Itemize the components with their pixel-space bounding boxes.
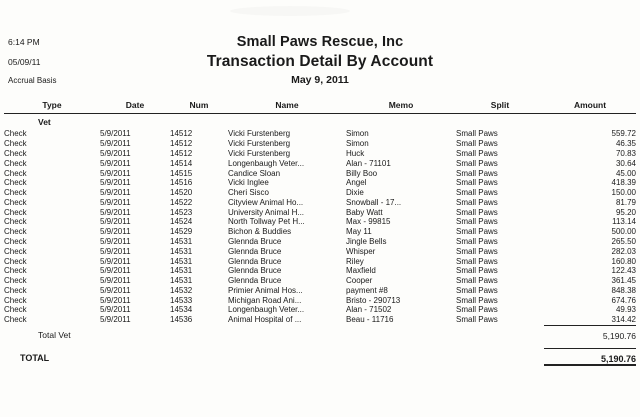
cell-date: 5/9/2011 [100, 158, 131, 168]
table-row[interactable] [4, 188, 636, 198]
cell-split: Small Paws [456, 285, 498, 295]
cell-memo: Baby Watt [346, 207, 383, 217]
transaction-table [4, 100, 636, 366]
cell-type: Check [4, 178, 27, 188]
table-row[interactable] [4, 237, 636, 247]
scan-artifact [230, 6, 350, 16]
cell-split: Small Paws [456, 256, 498, 266]
cell-memo: payment #8 [346, 285, 388, 295]
table-row[interactable] [4, 197, 636, 207]
cell-name: Glennda Bruce [228, 256, 282, 266]
cell-num: 14512 [170, 139, 193, 149]
cell-name: Vicki Furstenberg [228, 139, 291, 149]
cell-num: 14532 [170, 285, 193, 295]
cell-date: 5/9/2011 [100, 129, 131, 139]
table-row[interactable] [4, 256, 636, 266]
footer-spacer [4, 341, 636, 348]
cell-type: Check [4, 256, 27, 266]
cell-type: Check [4, 227, 27, 237]
cell-name: Primier Animal Hos... [228, 285, 303, 295]
cell-amount: 150.00 [611, 188, 636, 198]
cell-amount: 30.64 [615, 158, 636, 168]
accounting-basis: Accrual Basis [8, 76, 57, 85]
column-header-split: Split [456, 100, 544, 114]
cell-memo: Alan - 71101 [346, 158, 391, 168]
cell-name: Animal Hospital of ... [228, 315, 302, 325]
cell-date: 5/9/2011 [100, 217, 131, 227]
cell-memo: Whisper [346, 246, 376, 256]
account-group-label: Vet [38, 117, 51, 127]
cell-date: 5/9/2011 [100, 227, 131, 237]
total-vet-amount: 5,190.76 [544, 325, 636, 341]
cell-memo: Max - 99815 [346, 217, 391, 227]
table-row[interactable] [4, 276, 636, 286]
cell-date: 5/9/2011 [100, 197, 131, 207]
cell-type: Check [4, 197, 27, 207]
cell-date: 5/9/2011 [100, 139, 131, 149]
cell-num: 14534 [170, 305, 193, 315]
cell-name: Glennda Bruce [228, 276, 282, 286]
cell-split: Small Paws [456, 188, 498, 198]
column-header-amount: Amount [544, 100, 636, 114]
cell-date: 5/9/2011 [100, 168, 131, 178]
cell-amount: 95.20 [615, 207, 636, 217]
cell-date: 5/9/2011 [100, 148, 131, 158]
cell-num: 14520 [170, 188, 193, 198]
cell-amount: 848.38 [611, 285, 636, 295]
cell-memo: Simon [346, 139, 369, 149]
grand-total-label: TOTAL [20, 353, 50, 364]
cell-name: Cheri Sisco [228, 188, 269, 198]
cell-amount: 81.79 [615, 197, 636, 207]
cell-type: Check [4, 168, 27, 178]
table-header-row [4, 100, 636, 114]
cell-name: Longenbaugh Veter... [228, 158, 305, 168]
column-header-date: Date [100, 100, 170, 114]
cell-name: Longenbaugh Veter... [228, 305, 305, 315]
table-row[interactable] [4, 315, 636, 325]
cell-type: Check [4, 188, 27, 198]
cell-type: Check [4, 295, 27, 305]
cell-amount: 46.35 [615, 139, 636, 149]
column-header-num: Num [170, 100, 228, 114]
table-row[interactable] [4, 178, 636, 188]
table-row[interactable] [4, 246, 636, 256]
cell-memo: Alan - 71502 [346, 305, 392, 315]
cell-name: Michigan Road Ani... [228, 295, 302, 305]
grand-total-amount: 5,190.76 [544, 348, 636, 365]
grand-total-row [4, 348, 636, 365]
cell-num: 14531 [170, 246, 193, 256]
cell-date: 5/9/2011 [100, 315, 131, 325]
table-row[interactable] [4, 286, 636, 296]
cell-memo: Angel [346, 178, 367, 188]
cell-amount: 282.03 [611, 246, 636, 256]
cell-num: 14516 [170, 178, 193, 188]
cell-amount: 70.83 [615, 148, 636, 158]
cell-date: 5/9/2011 [100, 285, 131, 295]
table-row[interactable] [4, 129, 636, 139]
cell-name: Glennda Bruce [228, 246, 282, 256]
cell-num: 14522 [170, 197, 193, 207]
cell-split: Small Paws [456, 158, 498, 168]
cell-memo: Simon [346, 129, 369, 139]
column-header-memo: Memo [346, 100, 456, 114]
report-period: May 9, 2011 [291, 74, 349, 86]
table-row[interactable] [4, 217, 636, 227]
table-row[interactable] [4, 305, 636, 315]
cell-split: Small Paws [456, 315, 498, 325]
cell-type: Check [4, 285, 27, 295]
cell-memo: Maxfield [346, 266, 376, 276]
table-row[interactable] [4, 158, 636, 168]
cell-amount: 49.93 [615, 305, 636, 315]
cell-num: 14531 [170, 236, 193, 246]
cell-num: 14531 [170, 256, 193, 266]
cell-amount: 122.43 [611, 266, 636, 276]
cell-amount: 265.50 [611, 236, 636, 246]
cell-type: Check [4, 276, 27, 286]
cell-memo: May 11 [346, 227, 372, 237]
cell-name: Vicki Furstenberg [228, 148, 291, 158]
cell-type: Check [4, 217, 27, 227]
cell-name: Vicki Furstenberg [228, 129, 291, 139]
cell-amount: 113.14 [612, 217, 636, 227]
print-time: 6:14 PM [8, 37, 40, 47]
cell-type: Check [4, 207, 27, 217]
cell-type: Check [4, 129, 27, 139]
report-title: Transaction Detail By Account [206, 53, 434, 70]
cell-split: Small Paws [456, 236, 498, 246]
cell-date: 5/9/2011 [100, 236, 131, 246]
cell-amount: 500.00 [611, 227, 636, 237]
cell-date: 5/9/2011 [100, 207, 131, 217]
company-name: Small Paws Rescue, Inc [236, 34, 404, 50]
cell-split: Small Paws [456, 148, 498, 158]
cell-type: Check [4, 305, 27, 315]
cell-num: 14533 [170, 295, 193, 305]
cell-name: Vicki Inglee [228, 178, 269, 188]
total-vet-row [4, 325, 636, 341]
cell-num: 14536 [170, 315, 193, 325]
cell-num: 14512 [170, 148, 193, 158]
cell-date: 5/9/2011 [100, 295, 131, 305]
cell-amount: 160.80 [611, 256, 636, 266]
report-titles [0, 34, 640, 86]
cell-type: Check [4, 139, 27, 149]
cell-name: Glennda Bruce [228, 266, 282, 276]
cell-num: 14531 [170, 266, 193, 276]
print-date: 05/09/11 [8, 56, 41, 67]
cell-amount: 559.72 [611, 129, 636, 139]
cell-split: Small Paws [456, 246, 498, 256]
cell-num: 14523 [170, 207, 193, 217]
cell-name: North Tollway Pet H... [228, 217, 305, 227]
cell-amount: 418.39 [611, 178, 636, 188]
cell-split: Small Paws [456, 129, 498, 139]
table-row[interactable] [4, 168, 636, 178]
cell-num: 14512 [170, 129, 193, 139]
cell-split: Small Paws [456, 276, 498, 286]
cell-num: 14529 [170, 227, 193, 237]
cell-split: Small Paws [456, 139, 498, 149]
column-header-name: Name [228, 100, 346, 114]
cell-name: Bichon & Buddies [228, 227, 292, 237]
table-row[interactable] [4, 139, 636, 149]
cell-num: 14524 [170, 217, 193, 227]
cell-date: 5/9/2011 [100, 276, 131, 286]
cell-date: 5/9/2011 [100, 178, 131, 188]
cell-name: Cityview Animal Ho... [228, 197, 304, 207]
table-row[interactable] [4, 295, 636, 305]
cell-date: 5/9/2011 [100, 188, 131, 198]
transaction-table-wrap [0, 100, 640, 366]
cell-memo: Billy Boo [346, 168, 378, 178]
cell-num: 14514 [170, 158, 193, 168]
cell-split: Small Paws [456, 178, 498, 188]
cell-memo: Cooper [346, 276, 373, 286]
cell-memo: Jingle Bells [346, 236, 387, 246]
table-row[interactable] [4, 266, 636, 276]
spacer-cell [4, 341, 636, 348]
cell-name: University Animal H... [228, 207, 305, 217]
table-row[interactable] [4, 207, 636, 217]
cell-type: Check [4, 315, 27, 325]
cell-memo: Snowball - 17... [346, 197, 402, 207]
account-group-row [4, 114, 636, 130]
cell-amount: 45.00 [615, 168, 636, 178]
cell-num: 14515 [170, 168, 193, 178]
total-vet-label: Total Vet [38, 330, 71, 341]
cell-split: Small Paws [456, 227, 498, 237]
table-body [4, 114, 636, 326]
cell-date: 5/9/2011 [100, 305, 131, 315]
cell-split: Small Paws [456, 295, 498, 305]
cell-date: 5/9/2011 [100, 246, 131, 256]
cell-type: Check [4, 236, 27, 246]
cell-memo: Huck [346, 148, 365, 158]
cell-date: 5/9/2011 [100, 266, 131, 276]
cell-memo: Bristo - 290713 [346, 295, 401, 305]
cell-type: Check [4, 148, 27, 158]
cell-split: Small Paws [456, 217, 498, 227]
cell-memo: Riley [346, 256, 364, 266]
cell-num: 14531 [170, 276, 193, 286]
cell-memo: Dixie [346, 188, 364, 198]
cell-name: Candice Sloan [228, 168, 281, 178]
cell-split: Small Paws [456, 168, 498, 178]
cell-date: 5/9/2011 [100, 256, 131, 266]
cell-split: Small Paws [456, 266, 498, 276]
cell-amount: 314.42 [611, 315, 636, 325]
table-row[interactable] [4, 149, 636, 159]
table-row[interactable] [4, 227, 636, 237]
cell-split: Small Paws [456, 305, 498, 315]
cell-amount: 361.45 [611, 276, 636, 286]
cell-name: Glennda Bruce [228, 236, 282, 246]
cell-split: Small Paws [456, 197, 498, 207]
column-header-type: Type [4, 100, 100, 114]
cell-type: Check [4, 246, 27, 256]
cell-type: Check [4, 266, 27, 276]
cell-type: Check [4, 158, 27, 168]
cell-split: Small Paws [456, 207, 498, 217]
cell-amount: 674.76 [611, 295, 636, 305]
table-footer [4, 325, 636, 365]
cell-memo: Beau - 11716 [346, 315, 394, 325]
